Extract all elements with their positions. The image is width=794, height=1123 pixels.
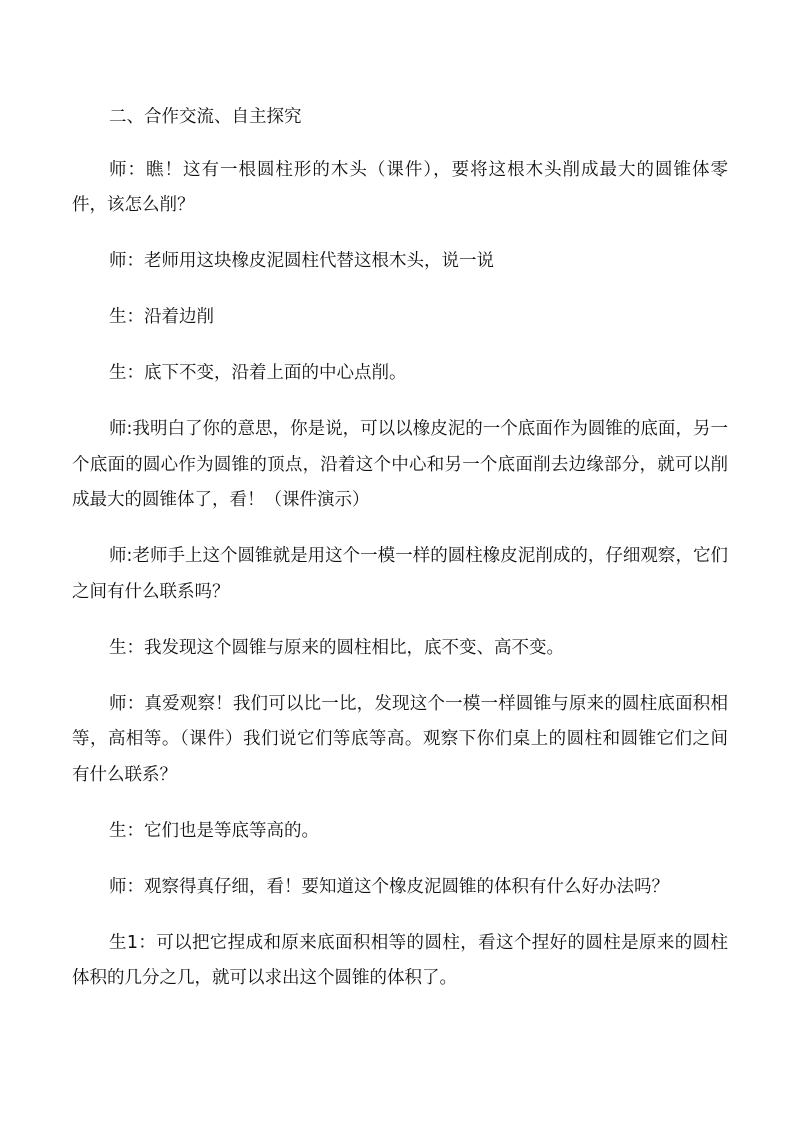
paragraph: 生：它们也是等底等高的。 — [109, 820, 319, 841]
section-heading: 二、合作交流、自主探究 — [109, 107, 302, 127]
paragraph: 师:老师手上这个圆锥就是用这个一模一样的圆柱橡皮泥削成的，仔细观察，它们之间有什么联系吗？ — [72, 546, 728, 602]
paragraph: 生：沿着边削 — [109, 307, 214, 327]
document-body — [72, 100, 728, 1017]
paragraph: 师：老师用这块橡皮泥圆柱代替这根木头，说一说 — [109, 251, 494, 271]
paragraph: 师：真爱观察！我们可以比一比，发现这个一模一样圆锥与原来的圆柱底面积相等，高相等。（课件）我们说它们等底等高。观察下你们桌上的圆柱和圆锥它们之间有什么联系？ — [72, 693, 728, 785]
paragraph: 生：底下不变，沿着上面的中心点削。 — [109, 363, 407, 383]
paragraph: 师：观察得真仔细，看！要知道这个橡皮泥圆锥的体积有什么好办法吗？ — [109, 876, 669, 897]
paragraph: 师：瞧！这有一根圆柱形的木头（课件），要将这根木头削成最大的圆锥体零件，该怎么削？ — [72, 159, 728, 215]
paragraph: 师:我明白了你的意思，你是说，可以以橡皮泥的一个底面作为圆锥的底面，另一个底面的圆心作为圆锥的顶点，沿着这个中心和另一个底面削去边缘部分，就可以削成最大的圆锥体了，看！（课件演示） — [72, 419, 728, 510]
paragraph: 生：我发现这个圆锥与原来的圆柱相比，底不变、高不变。 — [109, 637, 564, 658]
paragraph: 生1：可以把它捏成和原来底面积相等的圆柱，看这个捏好的圆柱是原来的圆柱体积的几分之几，就可以求出这个圆锥的体积了。 — [72, 932, 728, 988]
